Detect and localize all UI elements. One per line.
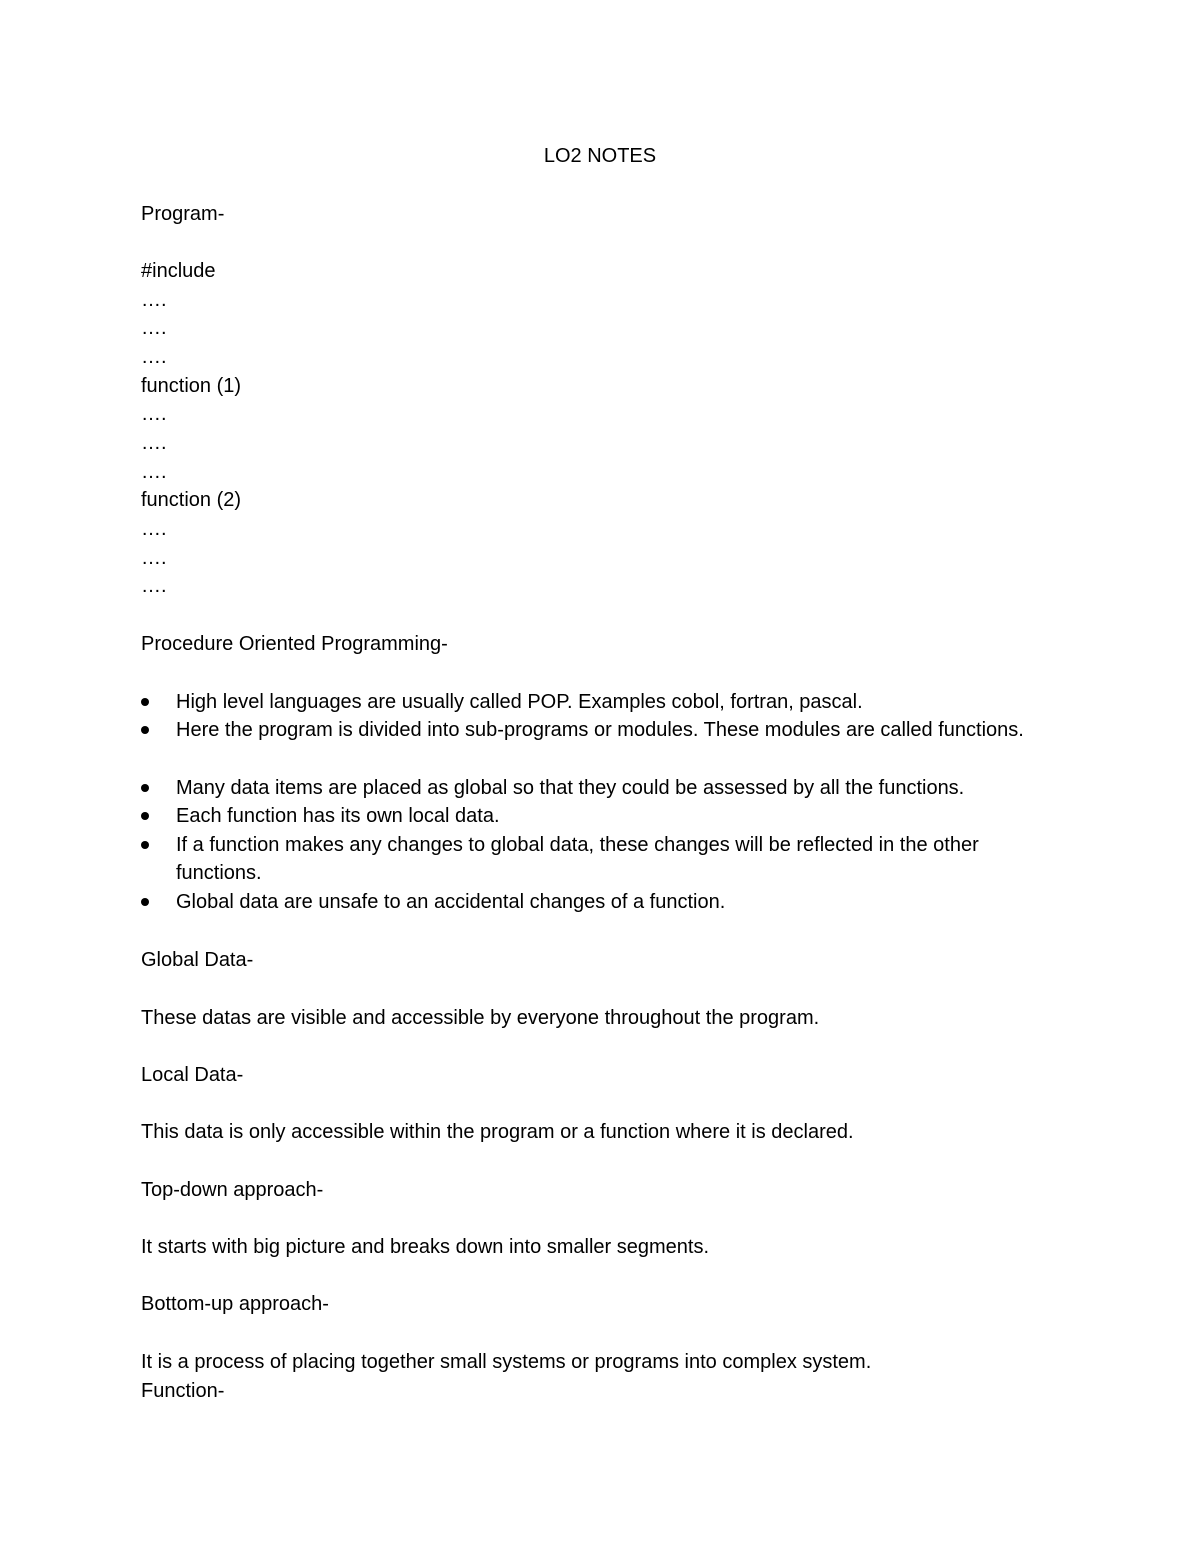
code-line: function (2) (141, 489, 242, 511)
local-data-text: This data is only accessible within the program or a function where it is declared. (141, 1121, 854, 1143)
code-line: …. (141, 317, 167, 339)
code-line: …. (141, 461, 167, 483)
top-down-text: It starts with big picture and breaks down into smaller segments. (141, 1236, 710, 1258)
pop-heading: Procedure Oriented Programming- (141, 633, 448, 655)
global-data-text: These datas are visible and accessible by everyone throughout the program. (141, 1007, 820, 1029)
bullet-icon (141, 698, 149, 706)
top-down-heading: Top-down approach- (141, 1179, 324, 1201)
bottom-up-text: It is a process of placing together small systems or programs into complex system. (141, 1351, 872, 1373)
bullet-icon (141, 726, 149, 734)
code-line: …. (141, 518, 167, 540)
code-line: …. (141, 432, 167, 454)
bullet-icon (141, 784, 149, 792)
local-data-heading: Local Data- (141, 1064, 244, 1086)
list-item-text: Global data are unsafe to an accidental changes of a function. (176, 891, 726, 913)
program-heading: Program- (141, 203, 225, 225)
list-item-text: High level languages are usually called POP. Examples cobol, fortran, pascal. (176, 691, 863, 713)
global-data-heading: Global Data- (141, 949, 254, 971)
bullet-icon (141, 812, 149, 820)
page-title: LO2 NOTES (543, 145, 657, 167)
list-item-text: Each function has its own local data. (176, 805, 500, 827)
function-heading: Function- (141, 1380, 225, 1402)
list-item-text: Here the program is divided into sub-programs or modules. These modules are called functions. (176, 719, 1024, 741)
code-line: #include (141, 260, 216, 282)
code-line: …. (141, 346, 167, 368)
code-line: …. (141, 575, 167, 597)
bullet-icon (141, 898, 149, 906)
list-item-text: Many data items are placed as global so that they could be assessed by all the functions. (176, 777, 965, 799)
code-line: …. (141, 547, 167, 569)
bullet-icon (141, 841, 149, 849)
list-item-text: If a function makes any changes to global data, these changes will be reflected in the other functions. (176, 834, 979, 884)
code-line: …. (141, 289, 167, 311)
code-line: …. (141, 403, 167, 425)
bottom-up-heading: Bottom-up approach- (141, 1293, 329, 1315)
code-line: function (1) (141, 375, 242, 397)
